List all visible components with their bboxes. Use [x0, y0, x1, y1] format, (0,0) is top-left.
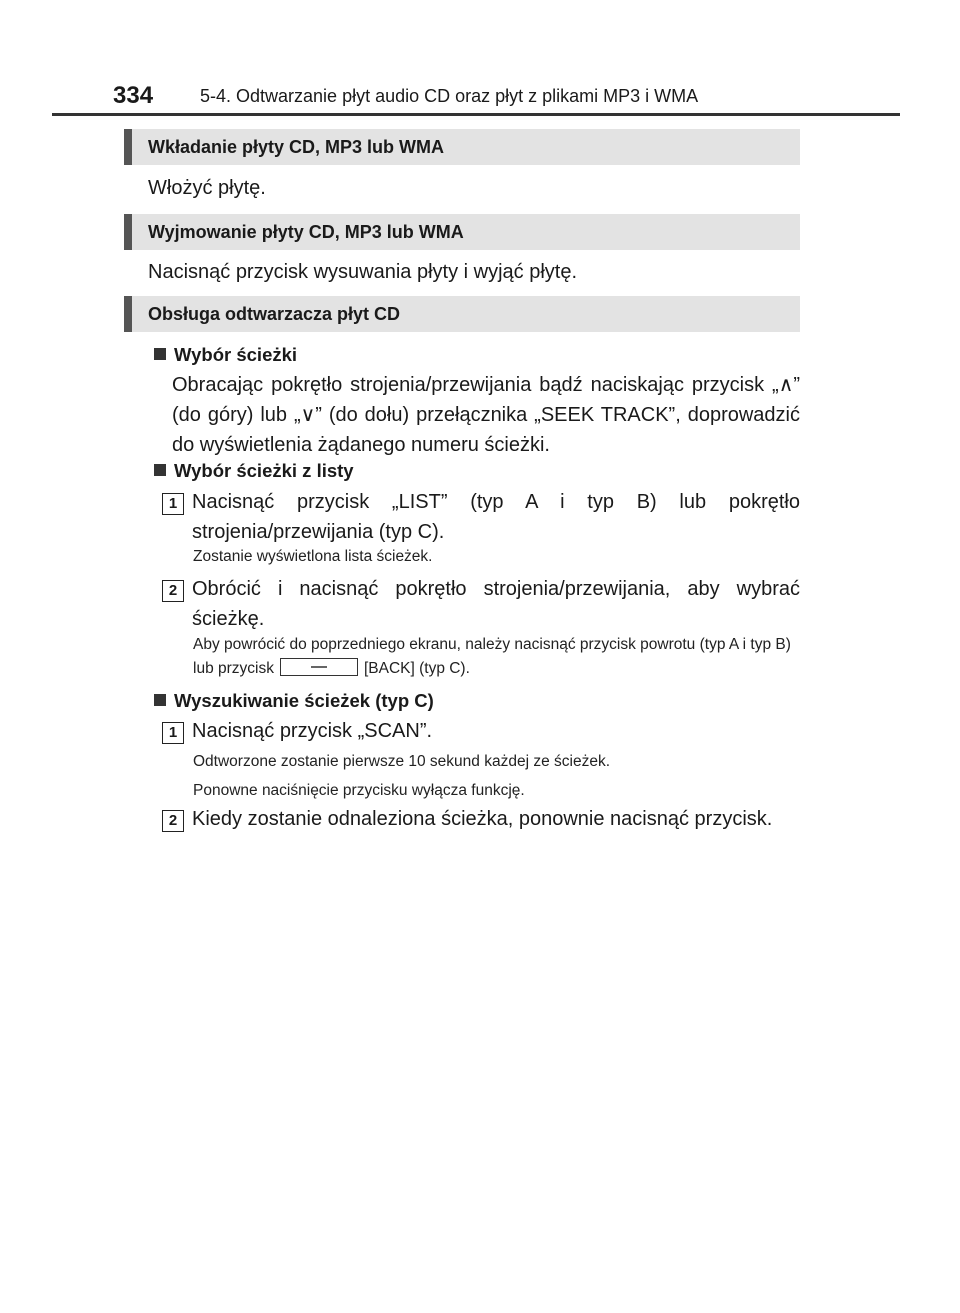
subheading-list-select: Wybór ścieżki z listy [154, 459, 354, 483]
square-bullet-icon [154, 694, 166, 706]
section-title: Wyjmowanie płyty CD, MP3 lub WMA [148, 222, 464, 242]
scan-step-1-note-2: Ponowne naciśnięcie przycisku wyłącza funkcję. [193, 782, 525, 799]
track-select-text: Obracając pokrętło strojenia/przewijania bądź naciskając przycisk „∧” (do góry) lub „∨” (do dołu) przełącznika „SEEK TRACK”, doprowadzić do wyświetlenia żądanego numeru ścieżki. [172, 374, 800, 456]
header-divider [52, 113, 900, 116]
back-button-icon [280, 658, 358, 676]
eject-instruction: Nacisnąć przycisk wysuwania płyty i wyjąć płytę. [148, 261, 578, 283]
section-heading-operation [124, 296, 800, 332]
square-bullet-icon [154, 464, 166, 476]
section-heading-eject [124, 214, 800, 250]
scan-step-1-text: Nacisnąć przycisk „SCAN”. [192, 720, 433, 742]
step-number-2: 2 [162, 580, 184, 602]
insert-instruction: Włożyć płytę. [148, 177, 266, 199]
list-step-2-text: Obrócić i nacisnąć pokrętło strojenia/przewijania, aby wybrać ścieżkę. [192, 578, 800, 630]
subheading-track-select: Wybór ścieżki [154, 343, 297, 367]
list-step-1-note: Zostanie wyświetlona lista ścieżek. [193, 548, 433, 565]
section-title: Obsługa odtwarzacza płyt CD [148, 304, 401, 324]
section-heading-insert [124, 129, 800, 165]
square-bullet-icon [154, 348, 166, 360]
scan-step-1-note-1: Odtworzone zostanie pierwsze 10 sekund każdej ze ścieżek. [193, 753, 610, 770]
subheading-scan: Wyszukiwanie ścieżek (typ C) [154, 689, 434, 713]
list-step-2-note: Aby powrócić do poprzedniego ekranu, należy nacisnąć przycisk powrotu (typ A i typ B) lub przycisk [BACK] (typ C). [193, 636, 791, 677]
section-title: Wkładanie płyty CD, MP3 lub WMA [148, 137, 445, 157]
chapter-title: 5-4. Odtwarzanie płyt audio CD oraz płyt z plikami MP3 i WMA [200, 86, 699, 106]
page-header [0, 0, 960, 120]
step-number-1: 1 [162, 722, 184, 744]
step-number-2: 2 [162, 810, 184, 832]
scan-step-2-text: Kiedy zostanie odnaleziona ścieżka, ponownie nacisnąć przycisk. [192, 808, 773, 830]
page-number: 334 [113, 82, 154, 109]
step-number-1: 1 [162, 493, 184, 515]
list-step-1-text: Nacisnąć przycisk „LIST” (typ A i typ B) lub pokrętło strojenia/przewijania (typ C). [192, 491, 800, 543]
